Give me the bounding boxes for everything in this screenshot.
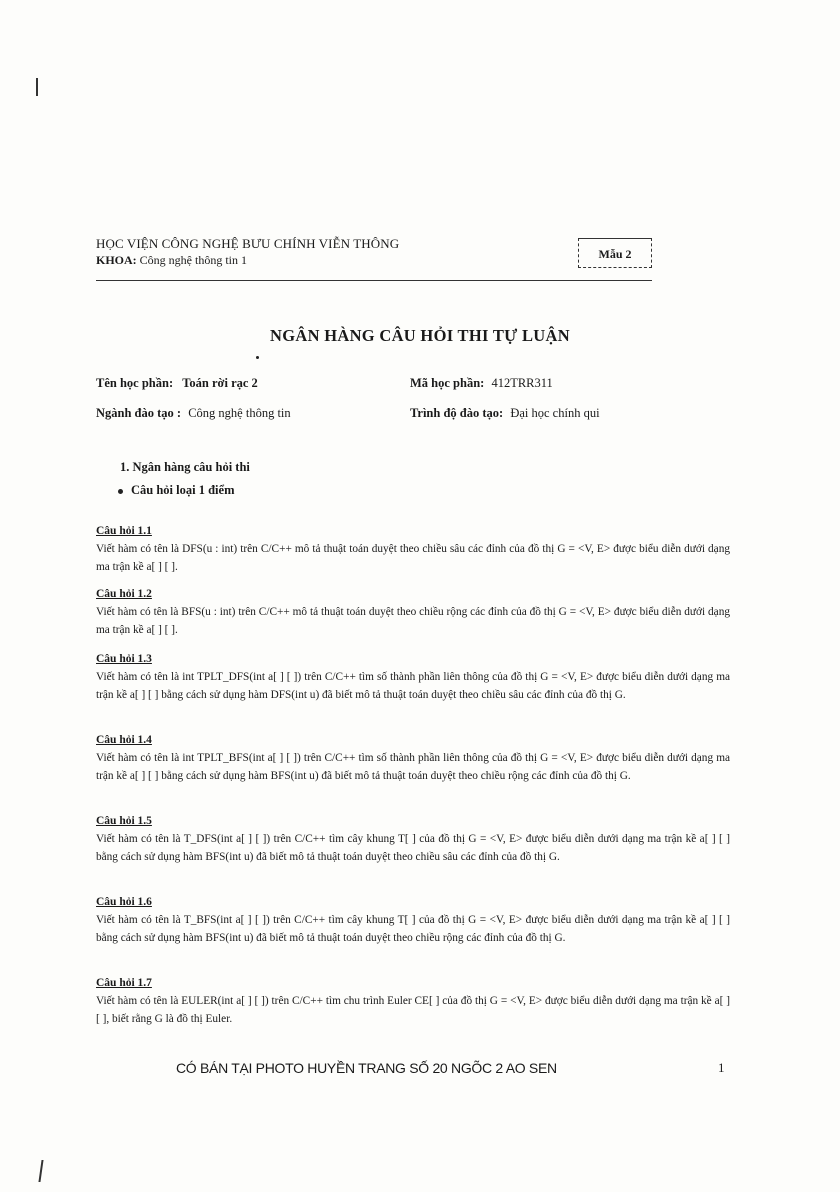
question-block: [96, 974, 730, 1028]
code-label: Mã học phần:: [410, 376, 485, 390]
footer-note: CÓ BÁN TẠI PHOTO HUYỀN TRANG SỐ 20 NGÕC 2 AO SEN: [176, 1060, 557, 1076]
department-label: KHOA:: [96, 253, 137, 267]
page-title: NGÂN HÀNG CÂU HỎI THI TỰ LUẬN: [270, 326, 570, 345]
level-value: Đại học chính qui: [510, 406, 600, 420]
question-title: Câu hỏi 1.7: [96, 977, 152, 989]
course-value: Toán rời rạc 2: [182, 376, 258, 390]
question-block: [96, 585, 730, 639]
scan-artifact-bottom: [38, 1160, 43, 1182]
course-name: [96, 376, 258, 391]
page-number: 1: [718, 1060, 725, 1075]
section-heading: 1. Ngân hàng câu hỏi thi: [120, 460, 250, 474]
question-text: Viết hàm có tên là int TPLT_BFS(int a[ ] [ ]) trên C/C++ tìm số thành phần liên thông của đồ thị G = <V, E> được biểu diễn dưới dạng ma trận kề a[ ] [ ] bằng cách sử dụng hàm BFS(int u) đã biết mô tả thuật toán duyệt theo chiều rộng các đỉnh của đồ thị G.: [96, 752, 730, 782]
training-level: [410, 406, 600, 421]
course-code: [410, 376, 553, 391]
question-title: Câu hỏi 1.3: [96, 653, 152, 665]
course-label: Tên học phần:: [96, 376, 174, 390]
question-block: [96, 650, 730, 704]
question-text: Viết hàm có tên là T_BFS(int a[ ] [ ]) trên C/C++ tìm cây khung T[ ] của đồ thị G = <V, E> được biểu diễn dưới dạng ma trận kề a[ ] [ ] bằng cách sử dụng hàm BFS(int u) đã biết mô tả thuật toán duyệt theo chiều rộng các đỉnh của đồ thị G.: [96, 914, 730, 944]
question-text: Viết hàm có tên là EULER(int a[ ] [ ]) trên C/C++ tìm chu trình Euler CE[ ] của đồ thị G = <V, E> được biểu diễn dưới dạng ma trận kề a[ ] [ ], biết rằng G là đồ thị Euler.: [96, 995, 730, 1025]
question-title: Câu hỏi 1.1: [96, 525, 152, 537]
department-line: [96, 253, 247, 268]
question-block: [96, 812, 730, 866]
decorative-dot: [256, 356, 259, 359]
question-block: [96, 522, 730, 576]
question-block: [96, 731, 730, 785]
institution-name: HỌC VIỆN CÔNG NGHỆ BƯU CHÍNH VIỄN THÔNG: [96, 236, 400, 251]
major: [96, 406, 291, 421]
question-title: Câu hỏi 1.6: [96, 896, 152, 908]
section-subheading: Câu hỏi loại 1 điểm: [118, 483, 235, 498]
bullet-icon: [118, 489, 123, 494]
header-divider: [96, 280, 652, 281]
question-text: Viết hàm có tên là T_DFS(int a[ ] [ ]) trên C/C++ tìm cây khung T[ ] của đồ thị G = <V, E> được biểu diễn dưới dạng ma trận kề a[ ] [ ] bằng cách sử dụng hàm BFS(int u) đã biết mô tả thuật toán duyệt theo chiều sâu các đỉnh của đồ thị G.: [96, 833, 730, 863]
question-block: [96, 893, 730, 947]
question-title: Câu hỏi 1.4: [96, 734, 152, 746]
question-text: Viết hàm có tên là int TPLT_DFS(int a[ ] [ ]) trên C/C++ tìm số thành phần liên thông của đồ thị G = <V, E> được biểu diễn dưới dạng ma trận kề a[ ] [ ] bằng cách sử dụng hàm DFS(int u) đã biết mô tả thuật toán duyệt theo chiều sâu các đỉnh của đồ thị G.: [96, 671, 730, 701]
major-value: Công nghệ thông tin: [188, 406, 291, 420]
major-label: Ngành đào tạo :: [96, 406, 182, 420]
code-value: 412TRR311: [491, 376, 553, 390]
question-title: Câu hỏi 1.2: [96, 588, 152, 600]
question-title: Câu hỏi 1.5: [96, 815, 152, 827]
form-label-box: Mẫu 2: [578, 238, 652, 268]
level-label: Trình độ đào tạo:: [410, 406, 504, 420]
question-text: Viết hàm có tên là BFS(u : int) trên C/C++ mô tả thuật toán duyệt theo chiều rộng các đỉnh của đồ thị G = <V, E> được biểu diễn dưới dạng ma trận kề a[ ] [ ].: [96, 606, 730, 636]
scan-artifact-top: [36, 78, 38, 96]
department-value: Công nghệ thông tin 1: [139, 253, 248, 267]
question-text: Viết hàm có tên là DFS(u : int) trên C/C++ mô tả thuật toán duyệt theo chiều sâu các đỉnh của đồ thị G = <V, E> được biểu diễn dưới dạng ma trận kề a[ ] [ ].: [96, 543, 730, 573]
